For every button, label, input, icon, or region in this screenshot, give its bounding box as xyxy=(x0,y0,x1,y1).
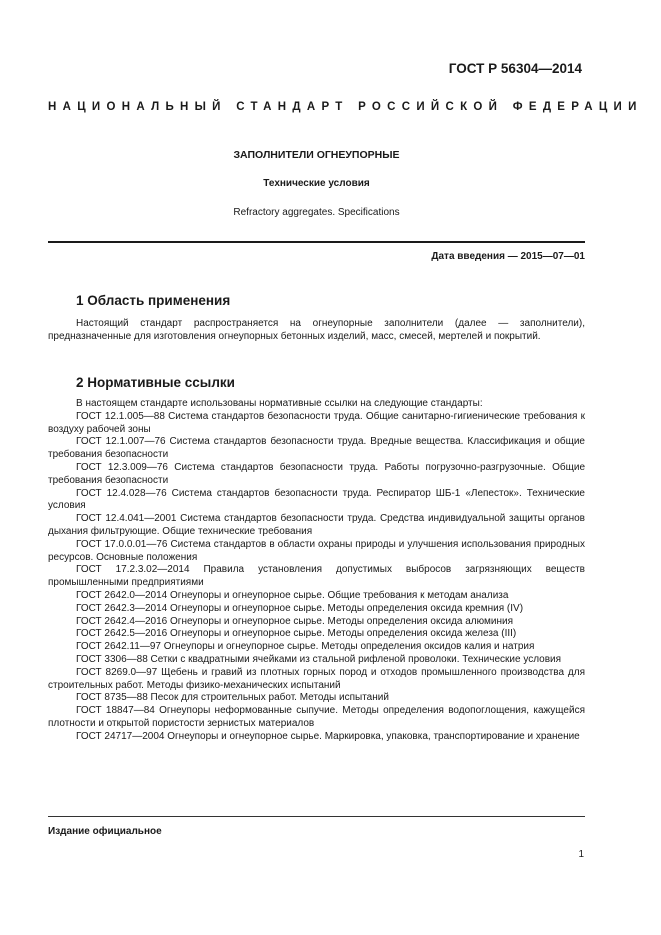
document-code: ГОСТ Р 56304—2014 xyxy=(448,61,582,76)
reference-item: ГОСТ 12.4.028—76 Система стандартов безопасности труда. Респиратор ШБ-1 «Лепесток». Технические условия xyxy=(48,487,585,512)
reference-item: ГОСТ 2642.3—2014 Огнеупоры и огнеупорное сырье. Методы определения оксида кремния (IV) xyxy=(76,602,524,614)
reference-item: ГОСТ 2642.5—2016 Огнеупоры и огнеупорное сырье. Методы определения оксида железа (III) xyxy=(76,628,517,640)
title-divider xyxy=(48,241,585,243)
reference-item: ГОСТ 8735—88 Песок для строительных работ. Методы испытаний xyxy=(76,692,389,704)
section-1-heading: 1 Область применения xyxy=(76,293,231,308)
standard-title: ЗАПОЛНИТЕЛИ ОГНЕУПОРНЫЕ xyxy=(233,149,400,161)
reference-item: ГОСТ 2642.11—97 Огнеупоры и огнеупорное сырье. Методы определения оксидов калия и натрия xyxy=(76,641,535,653)
official-edition-label: Издание официальное xyxy=(48,826,162,837)
section-2-paragraph: В настоящем стандарте использованы нормативные ссылки на следующие стандарты: xyxy=(76,398,483,409)
reference-item: ГОСТ 3306—88 Сетки с квадратными ячейками из стальной рифленой проволоки. Технические условия xyxy=(76,653,562,665)
reference-item: ГОСТ 17.2.3.02—2014 Правила установления допустимых выбросов загрязняющих веществ промышленными предприятиями xyxy=(48,564,585,589)
standard-subtitle: Технические условия xyxy=(263,178,370,189)
reference-item: ГОСТ 12.3.009—76 Система стандартов безопасности труда. Работы погрузочно-разгрузочные. Общие требования безопасности xyxy=(48,461,585,486)
section-2-body xyxy=(48,398,585,744)
reference-item: ГОСТ 12.1.007—76 Система стандартов безопасности труда. Вредные вещества. Классификация и общие требования безопасности xyxy=(48,436,585,461)
national-standard-banner: НАЦИОНАЛЬНЫЙ СТАНДАРТ РОССИЙСКОЙ ФЕДЕРАЦИИ xyxy=(48,101,643,113)
reference-item: ГОСТ 17.0.0.01—76 Система стандартов в области охраны природы и улучшения использования природных ресурсов. Основные положения xyxy=(48,538,585,563)
introduction-date: Дата введения — 2015—07—01 xyxy=(431,251,585,262)
english-title: Refractory aggregates. Specifications xyxy=(233,207,400,218)
reference-item: ГОСТ 24717—2004 Огнеупоры и огнеупорное сырье. Маркировка, упаковка, транспортирование и хранение xyxy=(76,730,580,742)
section-1-paragraph: Настоящий стандарт распространяется на огнеупорные заполнители (далее — заполнители), предназначенные для изготовления огнеупорных бетонных изделий, масс, смесей, мертелей и покрытий. xyxy=(48,318,585,342)
section-1-body xyxy=(48,318,585,344)
reference-item: ГОСТ 18847—84 Огнеупоры неформованные сыпучие. Методы определения водопоглощения, кажущейся плотности и открытой пористости зернистых материалов xyxy=(48,705,585,729)
section-2-heading: 2 Нормативные ссылки xyxy=(76,375,235,390)
reference-item: ГОСТ 2642.0—2014 Огнеупоры и огнеупорное сырье. Общие требования к методам анализа xyxy=(76,589,509,601)
footer-divider xyxy=(48,816,585,817)
reference-item: ГОСТ 12.1.005—88 Система стандартов безопасности труда. Общие санитарно-гигиенические требования к воздуху рабочей зоны xyxy=(48,410,585,435)
reference-item: ГОСТ 12.4.041—2001 Система стандартов безопасности труда. Средства индивидуальной защиты органов дыхания фильтрующие. Общие технические требования xyxy=(48,513,585,537)
reference-item: ГОСТ 2642.4—2016 Огнеупоры и огнеупорное сырье. Методы определения оксида алюминия xyxy=(76,615,514,627)
reference-item: ГОСТ 8269.0—97 Щебень и гравий из плотных горных пород и отходов промышленного производства для строительных работ. Методы физико-механических испытаний xyxy=(48,666,585,691)
page-number: 1 xyxy=(578,849,584,860)
